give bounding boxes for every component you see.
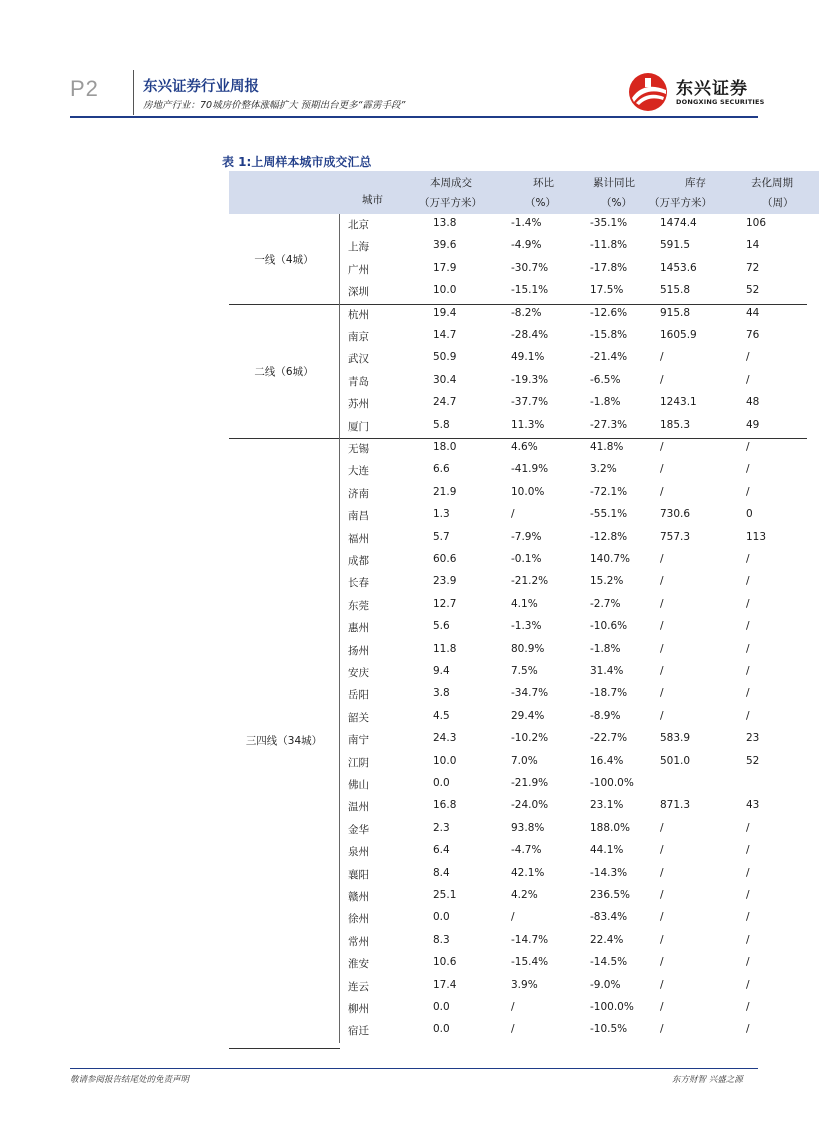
city-cell: 大连 (348, 465, 369, 478)
volume-cell: 0.0 (433, 777, 450, 789)
wow-cell: -1.3% (511, 620, 542, 633)
volume-cell: 5.8 (433, 418, 450, 431)
wow-cell: 10.0% (511, 485, 545, 498)
volume-cell: 6.6 (433, 463, 450, 476)
city-cell: 徐州 (348, 913, 369, 926)
volume-cell: 19.4 (433, 306, 457, 319)
inventory-cell: / (660, 597, 664, 610)
wow-cell: 7.0% (511, 754, 538, 767)
city-cell: 南昌 (348, 510, 369, 523)
city-cell: 安庆 (348, 667, 369, 679)
cycle-cell: / (746, 620, 750, 633)
inventory-cell: / (660, 441, 664, 453)
city-cell: 赣州 (348, 891, 369, 903)
inventory-cell: / (660, 956, 664, 969)
group-label: 二线（6城） (254, 365, 314, 378)
volume-cell: 30.4 (433, 373, 457, 386)
city-cell: 成都 (348, 555, 369, 567)
table-row (229, 752, 819, 774)
wow-cell: -21.9% (511, 777, 549, 789)
group-divider-vertical (339, 438, 340, 1043)
inventory-cell: / (660, 933, 664, 946)
footer-slogan: 东方财智 兴盛之源 (672, 1075, 743, 1085)
cycle-cell: / (746, 844, 750, 857)
volume-cell: 24.3 (433, 732, 457, 745)
cycle-cell: / (746, 373, 750, 386)
inventory-cell: / (660, 463, 664, 476)
ytd-cell: -100.0% (590, 1001, 634, 1013)
volume-cell: 0.0 (433, 911, 450, 924)
col-header-volume: 本周成交 (430, 177, 472, 189)
volume-cell: 10.0 (433, 284, 457, 297)
table-caption: 表 1:上周样本城市成交汇总 (222, 155, 372, 169)
volume-cell: 4.5 (433, 709, 450, 722)
ytd-cell: -6.5% (590, 373, 621, 386)
table-row (229, 304, 819, 326)
volume-cell: 39.6 (433, 239, 457, 252)
city-cell: 扬州 (348, 644, 369, 657)
ytd-cell: -9.0% (590, 978, 621, 991)
ytd-cell: -12.8% (590, 530, 628, 543)
volume-cell: 10.6 (433, 956, 457, 969)
ytd-cell: 236.5% (590, 889, 631, 901)
volume-cell: 16.8 (433, 799, 457, 812)
cycle-cell: / (746, 642, 750, 655)
inventory-cell: 915.8 (660, 306, 691, 319)
inventory-cell: / (660, 553, 664, 565)
ytd-cell: -12.6% (590, 306, 628, 319)
cycle-cell: / (746, 866, 750, 879)
ytd-cell: -83.4% (590, 911, 628, 924)
col-header-inventory: 库存 (685, 177, 706, 189)
volume-cell: 11.8 (433, 642, 457, 655)
cycle-cell: 14 (746, 239, 760, 252)
city-cell: 上海 (348, 241, 369, 254)
inventory-cell: 515.8 (660, 284, 691, 297)
wow-cell: -15.1% (511, 284, 549, 297)
volume-cell: 2.3 (433, 821, 450, 834)
city-cell: 温州 (348, 801, 369, 814)
table-row (229, 953, 819, 975)
wow-cell: 4.6% (511, 441, 538, 453)
inventory-cell: / (660, 821, 664, 834)
cycle-cell: / (746, 687, 750, 700)
ytd-cell: -15.8% (590, 329, 628, 341)
wow-cell: 93.8% (511, 821, 545, 834)
city-cell: 惠州 (348, 622, 369, 635)
inventory-cell: / (660, 575, 664, 588)
cycle-cell: / (746, 597, 750, 610)
inventory-cell: / (660, 373, 664, 386)
table-row (229, 460, 819, 482)
city-cell: 济南 (348, 487, 369, 500)
city-cell: 青岛 (348, 375, 369, 388)
city-cell: 东莞 (348, 599, 369, 612)
wow-cell: / (511, 911, 515, 924)
wow-cell: -1.4% (511, 217, 542, 229)
table-row (229, 483, 819, 505)
header-divider (133, 70, 134, 115)
footer-rule (70, 1068, 758, 1069)
ytd-cell: -1.8% (590, 396, 621, 409)
cycle-cell: 49 (746, 418, 760, 431)
city-cell: 柳州 (348, 1003, 369, 1015)
cycle-cell: 106 (746, 217, 767, 229)
inventory-cell: / (660, 351, 664, 364)
table-row (229, 684, 819, 706)
table-row (229, 819, 819, 841)
cycle-cell: 113 (746, 530, 767, 543)
group-divider-horizontal (229, 1048, 340, 1049)
volume-cell: 14.7 (433, 329, 457, 341)
inventory-cell: 757.3 (660, 530, 691, 543)
cycle-cell: 52 (746, 754, 760, 767)
inventory-cell: 1243.1 (660, 396, 697, 409)
inventory-cell: 1605.9 (660, 329, 697, 341)
logo-text-cn: 东兴证券 (676, 79, 748, 99)
wow-cell: -10.2% (511, 732, 549, 745)
cycle-cell: 0 (746, 508, 753, 521)
cycle-cell: 72 (746, 261, 760, 274)
volume-cell: 0.0 (433, 1023, 450, 1036)
table-row (229, 617, 819, 639)
city-cell: 金华 (348, 823, 369, 836)
inventory-cell: / (660, 620, 664, 633)
col-header-cycle: 去化周期 (751, 177, 793, 189)
ytd-cell: -17.8% (590, 261, 628, 274)
table-row (229, 572, 819, 594)
volume-cell: 24.7 (433, 396, 457, 409)
wow-cell: 7.5% (511, 665, 538, 677)
ytd-cell: 17.5% (590, 284, 624, 297)
table-row (229, 528, 819, 550)
logo-emblem-icon (628, 72, 670, 112)
wow-cell: -15.4% (511, 956, 549, 969)
cycle-cell: / (746, 933, 750, 946)
group-divider-vertical (339, 214, 340, 304)
cycle-cell: / (746, 956, 750, 969)
group-label: 三四线（34城） (245, 735, 323, 748)
wow-cell: / (511, 508, 515, 521)
ytd-cell: -8.9% (590, 709, 621, 722)
city-cell: 岳阳 (348, 689, 369, 702)
cycle-cell: 48 (746, 396, 760, 409)
table-row (229, 1020, 819, 1042)
volume-cell: 23.9 (433, 575, 457, 588)
col-header-wow: 环比 (533, 177, 554, 189)
cycle-cell: / (746, 1023, 750, 1036)
ytd-cell: 41.8% (590, 441, 624, 453)
city-cell: 江阴 (348, 756, 369, 769)
wow-cell: -4.9% (511, 239, 542, 252)
city-cell: 深圳 (348, 286, 369, 299)
inventory-cell: / (660, 1023, 664, 1036)
ytd-cell: -18.7% (590, 687, 628, 700)
volume-cell: 0.0 (433, 1001, 450, 1013)
table-row (229, 908, 819, 930)
cycle-cell: / (746, 441, 750, 453)
report-title: 东兴证券行业周报 (143, 79, 259, 95)
ytd-cell: -27.3% (590, 418, 628, 431)
wow-cell: -41.9% (511, 463, 549, 476)
city-cell: 襄阳 (348, 868, 369, 881)
cycle-cell: / (746, 463, 750, 476)
wow-cell: -14.7% (511, 933, 549, 946)
volume-cell: 1.3 (433, 508, 450, 521)
city-cell: 苏州 (348, 398, 369, 411)
inventory-cell: / (660, 687, 664, 700)
inventory-cell: / (660, 844, 664, 857)
wow-cell: -19.3% (511, 373, 549, 386)
col-header-ytd: 累计同比 (593, 177, 635, 189)
inventory-cell: 591.5 (660, 239, 691, 252)
cycle-cell: 43 (746, 799, 760, 812)
page-number: P2 (70, 76, 99, 101)
table-row (229, 864, 819, 886)
table-row (229, 976, 819, 998)
table-row (229, 931, 819, 953)
inventory-cell: / (660, 889, 664, 901)
wow-cell: 80.9% (511, 642, 545, 655)
city-cell: 连云 (348, 980, 369, 993)
inventory-cell: 1453.6 (660, 261, 697, 274)
wow-cell: -21.2% (511, 575, 549, 588)
ytd-cell: -14.5% (590, 956, 628, 969)
col-header-volume-unit: （万平方米） (419, 197, 482, 209)
wow-cell: -8.2% (511, 306, 542, 319)
wow-cell: / (511, 1023, 515, 1036)
cycle-cell: / (746, 553, 750, 565)
ytd-cell: -10.5% (590, 1023, 628, 1036)
volume-cell: 17.4 (433, 978, 457, 991)
wow-cell: 3.9% (511, 978, 538, 991)
inventory-cell: / (660, 911, 664, 924)
col-header-cycle-unit: （周） (762, 197, 794, 209)
col-header-city: 城市 (362, 194, 383, 206)
inventory-cell: 730.6 (660, 508, 691, 521)
header-rule (70, 116, 758, 118)
ytd-cell: 31.4% (590, 665, 624, 677)
volume-cell: 18.0 (433, 441, 457, 453)
inventory-cell: 185.3 (660, 418, 691, 431)
cycle-cell: / (746, 1001, 750, 1013)
inventory-cell: / (660, 709, 664, 722)
city-cell: 北京 (348, 219, 369, 231)
cycle-cell: / (746, 821, 750, 834)
inventory-cell: / (660, 642, 664, 655)
city-cell: 泉州 (348, 846, 369, 859)
cycle-cell: / (746, 575, 750, 588)
ytd-cell: 15.2% (590, 575, 624, 588)
table-row (229, 841, 819, 863)
volume-cell: 12.7 (433, 597, 457, 610)
ytd-cell: -72.1% (590, 485, 628, 498)
city-cell: 广州 (348, 263, 369, 276)
volume-cell: 50.9 (433, 351, 457, 364)
table-row (229, 416, 819, 438)
table-row (229, 505, 819, 527)
ytd-cell: 23.1% (590, 799, 624, 812)
ytd-cell: -14.3% (590, 866, 628, 879)
group-divider-vertical (339, 304, 340, 438)
ytd-cell: 3.2% (590, 463, 617, 476)
ytd-cell: -10.6% (590, 620, 628, 633)
wow-cell: -34.7% (511, 687, 549, 700)
city-cell: 杭州 (348, 308, 369, 321)
report-subtitle: 房地产行业：70城房价整体涨幅扩大 预期出台更多“霹雳手段” (143, 100, 406, 111)
ytd-cell: -22.7% (590, 732, 628, 745)
wow-cell: -7.9% (511, 530, 542, 543)
ytd-cell: -1.8% (590, 642, 621, 655)
cycle-cell: / (746, 351, 750, 364)
col-header-ytd-unit: （%） (601, 197, 632, 209)
wow-cell: 4.2% (511, 889, 538, 901)
col-header-inventory-unit: （万平方米） (649, 197, 712, 209)
cycle-cell: / (746, 889, 750, 901)
city-cell: 淮安 (348, 958, 369, 971)
cycle-cell: 44 (746, 306, 760, 319)
table-row (229, 393, 819, 415)
inventory-cell: / (660, 665, 664, 677)
volume-cell: 13.8 (433, 217, 457, 229)
city-cell: 无锡 (348, 443, 369, 455)
ytd-cell: 188.0% (590, 821, 631, 834)
inventory-cell: / (660, 978, 664, 991)
volume-cell: 9.4 (433, 665, 450, 677)
city-cell: 宿迁 (348, 1025, 369, 1038)
group-label: 一线（4城） (254, 253, 314, 266)
col-header-wow-unit: （%） (525, 197, 556, 209)
wow-cell: -28.4% (511, 329, 549, 341)
company-logo (628, 72, 765, 112)
ytd-cell: -35.1% (590, 217, 628, 229)
table-row (229, 438, 819, 460)
inventory-cell: / (660, 866, 664, 879)
volume-cell: 6.4 (433, 844, 450, 857)
volume-cell: 5.7 (433, 530, 450, 543)
city-cell: 长春 (348, 577, 369, 590)
volume-cell: 8.4 (433, 866, 450, 879)
wow-cell: 29.4% (511, 709, 545, 722)
ytd-cell: -100.0% (590, 777, 634, 789)
wow-cell: 42.1% (511, 866, 545, 879)
wow-cell: 49.1% (511, 351, 545, 364)
cycle-cell: 23 (746, 732, 760, 745)
volume-cell: 21.9 (433, 485, 457, 498)
city-cell: 南京 (348, 331, 369, 343)
ytd-cell: 16.4% (590, 754, 624, 767)
cycle-cell: / (746, 709, 750, 722)
cycle-cell: / (746, 485, 750, 498)
ytd-cell: -11.8% (590, 239, 628, 252)
cycle-cell: 52 (746, 284, 760, 297)
wow-cell: 4.1% (511, 597, 538, 610)
volume-cell: 5.6 (433, 620, 450, 633)
logo-text-en: DONGXING SECURITIES (676, 98, 765, 106)
inventory-cell: 871.3 (660, 799, 691, 812)
city-cell: 厦门 (348, 420, 369, 433)
table-row (229, 998, 819, 1020)
table-row (229, 796, 819, 818)
city-cell: 常州 (348, 935, 369, 948)
table-row (229, 707, 819, 729)
city-cell: 武汉 (348, 353, 369, 366)
ytd-cell: 44.1% (590, 844, 624, 857)
inventory-cell: / (660, 1001, 664, 1013)
cycle-cell: / (746, 978, 750, 991)
table-row (229, 281, 819, 303)
ytd-cell: -21.4% (590, 351, 628, 364)
wow-cell: -24.0% (511, 799, 549, 812)
inventory-cell: 1474.4 (660, 217, 697, 229)
ytd-cell: -55.1% (590, 508, 628, 521)
city-cell: 韶关 (348, 711, 369, 724)
inventory-cell: / (660, 485, 664, 498)
table-row (229, 662, 819, 684)
cycle-cell: / (746, 911, 750, 924)
inventory-cell: 501.0 (660, 754, 691, 767)
footer-disclaimer: 敬请参阅报告结尾处的免责声明 (70, 1075, 190, 1085)
wow-cell: / (511, 1001, 515, 1013)
wow-cell: -4.7% (511, 844, 542, 857)
ytd-cell: 140.7% (590, 553, 631, 565)
volume-cell: 10.0 (433, 754, 457, 767)
table-header (229, 171, 819, 214)
wow-cell: 11.3% (511, 418, 545, 431)
table-row (229, 550, 819, 572)
table-row (229, 595, 819, 617)
volume-cell: 17.9 (433, 261, 457, 274)
volume-cell: 60.6 (433, 553, 457, 565)
cycle-cell: 76 (746, 329, 760, 341)
inventory-cell: 583.9 (660, 732, 691, 745)
city-cell: 福州 (348, 532, 369, 545)
city-cell: 南宁 (348, 734, 369, 747)
wow-cell: -37.7% (511, 396, 549, 409)
cycle-cell: / (746, 665, 750, 677)
volume-cell: 25.1 (433, 889, 457, 901)
volume-cell: 3.8 (433, 687, 450, 700)
wow-cell: -0.1% (511, 553, 542, 565)
table-row (229, 214, 819, 236)
table-row (229, 886, 819, 908)
ytd-cell: -2.7% (590, 597, 621, 610)
city-cell: 佛山 (348, 779, 369, 791)
table-row (229, 774, 819, 796)
table-row (229, 326, 819, 348)
ytd-cell: 22.4% (590, 933, 624, 946)
table-row (229, 640, 819, 662)
volume-cell: 8.3 (433, 933, 450, 946)
wow-cell: -30.7% (511, 261, 549, 274)
